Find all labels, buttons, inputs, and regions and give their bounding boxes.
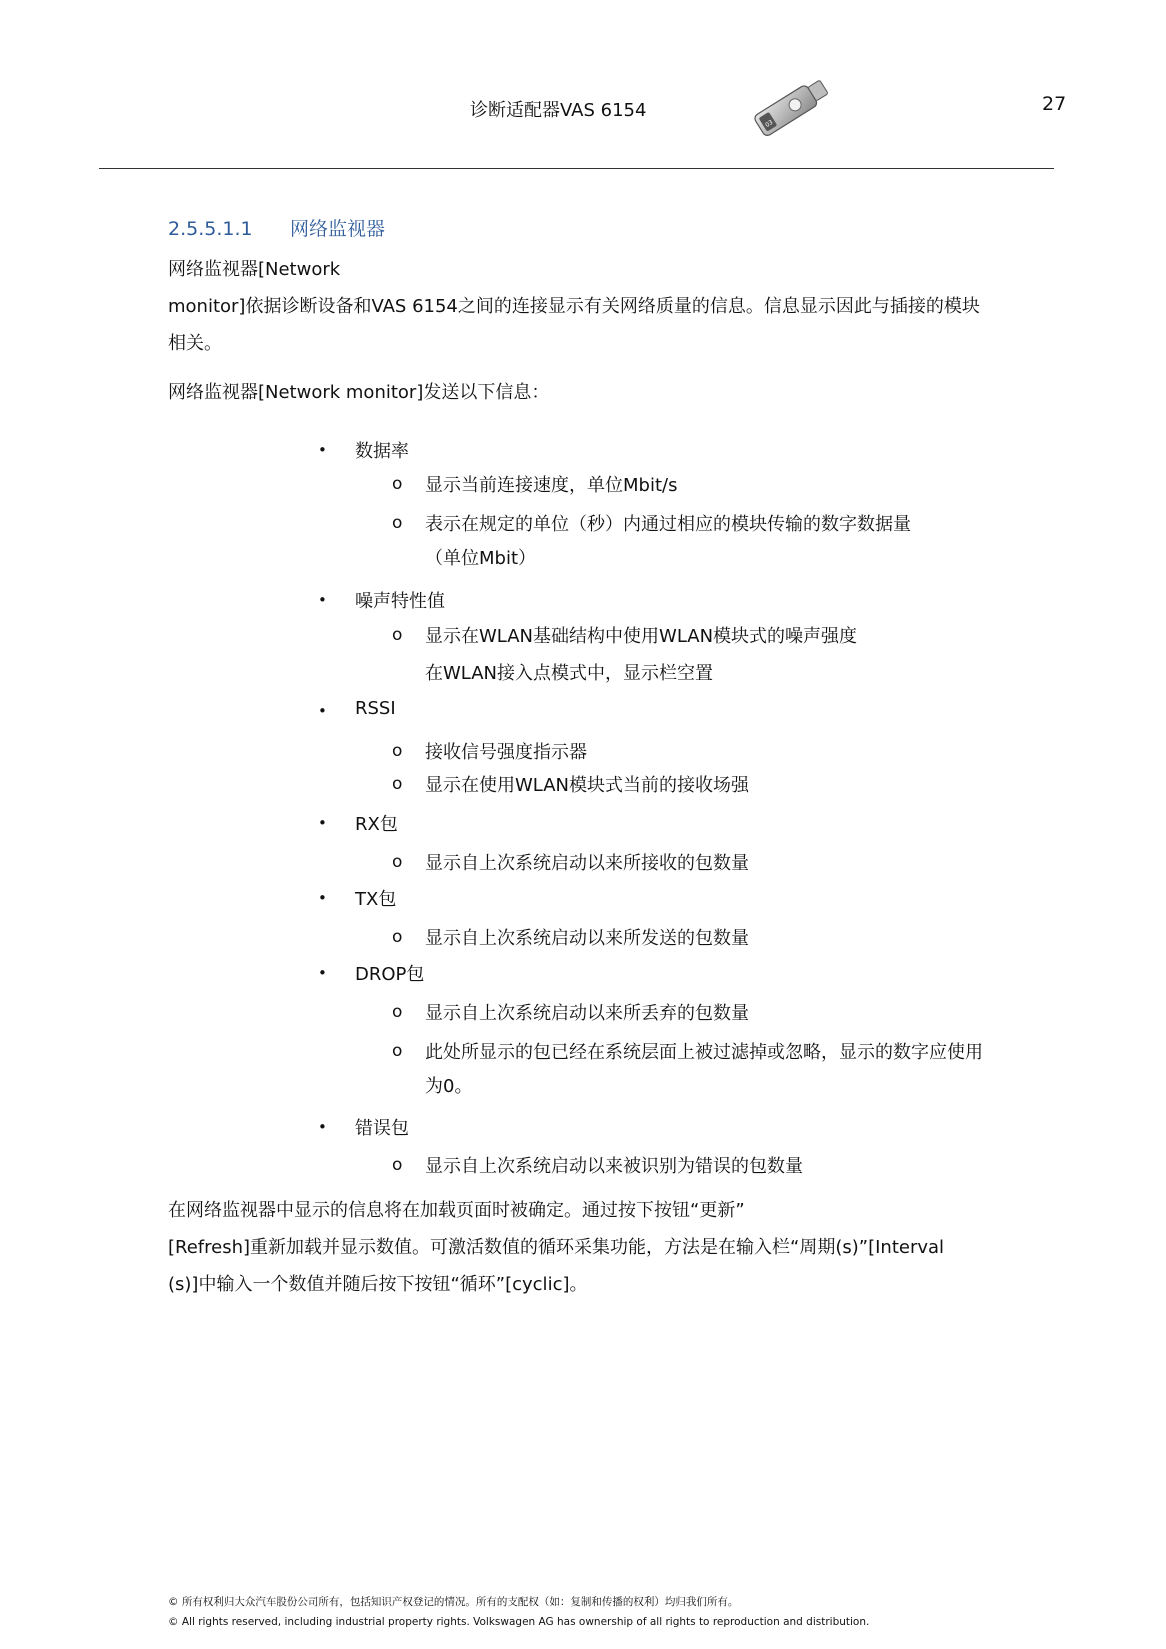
intro-line-1: 网络监视器[Network (168, 259, 341, 280)
sub-item: 表示在规定的单位（秒）内通过相应的模块传输的数字数据量 (425, 514, 911, 535)
bullet-marker: • (318, 702, 327, 720)
sub-marker: o (392, 1155, 403, 1175)
sub-marker: o (392, 513, 403, 533)
intro-line-3: 相关。 (168, 333, 222, 354)
bullet-rx: RX包 (355, 814, 398, 835)
sub-item: 接收信号强度指示器 (425, 742, 587, 763)
header-title: 诊断适配器VAS 6154 (470, 100, 647, 121)
closing-line-3: (s)]中输入一个数值并随后按下按钮“循环”[cyclic]。 (168, 1274, 588, 1295)
closing-line-2: [Refresh]重新加载并显示数值。可激活数值的循环采集功能，方法是在输入栏“周期(s)”[Interval (168, 1237, 945, 1258)
sub-item: 显示在WLAN基础结构中使用WLAN模块式的噪声强度 (425, 626, 858, 647)
device-label: 03 (764, 118, 775, 129)
sub-marker: o (392, 625, 403, 645)
sub-item: 此处所显示的包已经在系统层面上被过滤掉或忽略，显示的数字应使用 (425, 1042, 983, 1063)
section-number: 2.5.5.1.1 (168, 218, 253, 240)
sub-marker: o (392, 852, 403, 872)
bullet-noise: 噪声特性值 (355, 591, 445, 612)
sub-marker: o (392, 927, 403, 947)
bullet-error: 错误包 (355, 1118, 409, 1139)
usb-adapter-icon (740, 70, 840, 142)
sub-marker: o (392, 474, 403, 494)
sub-marker: o (392, 741, 403, 761)
bullet-tx: TX包 (355, 889, 397, 910)
sub-marker: o (392, 1002, 403, 1022)
bullet-marker: • (318, 591, 327, 609)
sub-item: 显示当前连接速度，单位Mbit/s (425, 475, 678, 496)
sub-item: 显示自上次系统启动以来所丢弃的包数量 (425, 1003, 749, 1024)
sub-item: 为0。 (425, 1076, 473, 1097)
bullet-marker: • (318, 814, 327, 832)
page-number: 27 (1042, 93, 1067, 115)
section-title: 网络监视器 (290, 218, 386, 240)
sub-item: （单位Mbit） (425, 548, 537, 569)
bullet-marker: • (318, 964, 327, 982)
intro-line-2: monitor]依据诊断设备和VAS 6154之间的连接显示有关网络质量的信息。信息显示因此与插接的模块 (168, 296, 980, 317)
sub-item: 显示自上次系统启动以来被识别为错误的包数量 (425, 1156, 803, 1177)
bullet-marker: • (318, 1118, 327, 1136)
sub-item: 在WLAN接入点模式中，显示栏空置 (425, 663, 714, 684)
bullet-drop: DROP包 (355, 964, 425, 985)
sub-marker: o (392, 1041, 403, 1061)
bullet-marker: • (318, 889, 327, 907)
footer-copyright-en: © All rights reserved, including industrial property rights. Volkswagen AG has ownership of all rights to reproduction and distribution. (168, 1616, 870, 1628)
bullet-rssi: RSSI (355, 698, 396, 719)
sub-marker: o (392, 774, 403, 794)
section-heading (168, 214, 385, 241)
bullet-marker: • (318, 441, 327, 459)
sub-item: 显示自上次系统启动以来所接收的包数量 (425, 853, 749, 874)
intro-line-4: 网络监视器[Network monitor]发送以下信息： (168, 382, 550, 403)
footer-copyright-cn: © 所有权利归大众汽车股份公司所有，包括知识产权登记的情况。所有的支配权（如：复制和传播的权利）均归我们所有。 (168, 1596, 739, 1608)
bullet-data-rate: 数据率 (355, 441, 409, 462)
sub-item: 显示在使用WLAN模块式当前的接收场强 (425, 775, 750, 796)
header-divider (99, 168, 1054, 169)
sub-item: 显示自上次系统启动以来所发送的包数量 (425, 928, 749, 949)
closing-line-1: 在网络监视器中显示的信息将在加载页面时被确定。通过按下按钮“更新” (168, 1200, 745, 1221)
